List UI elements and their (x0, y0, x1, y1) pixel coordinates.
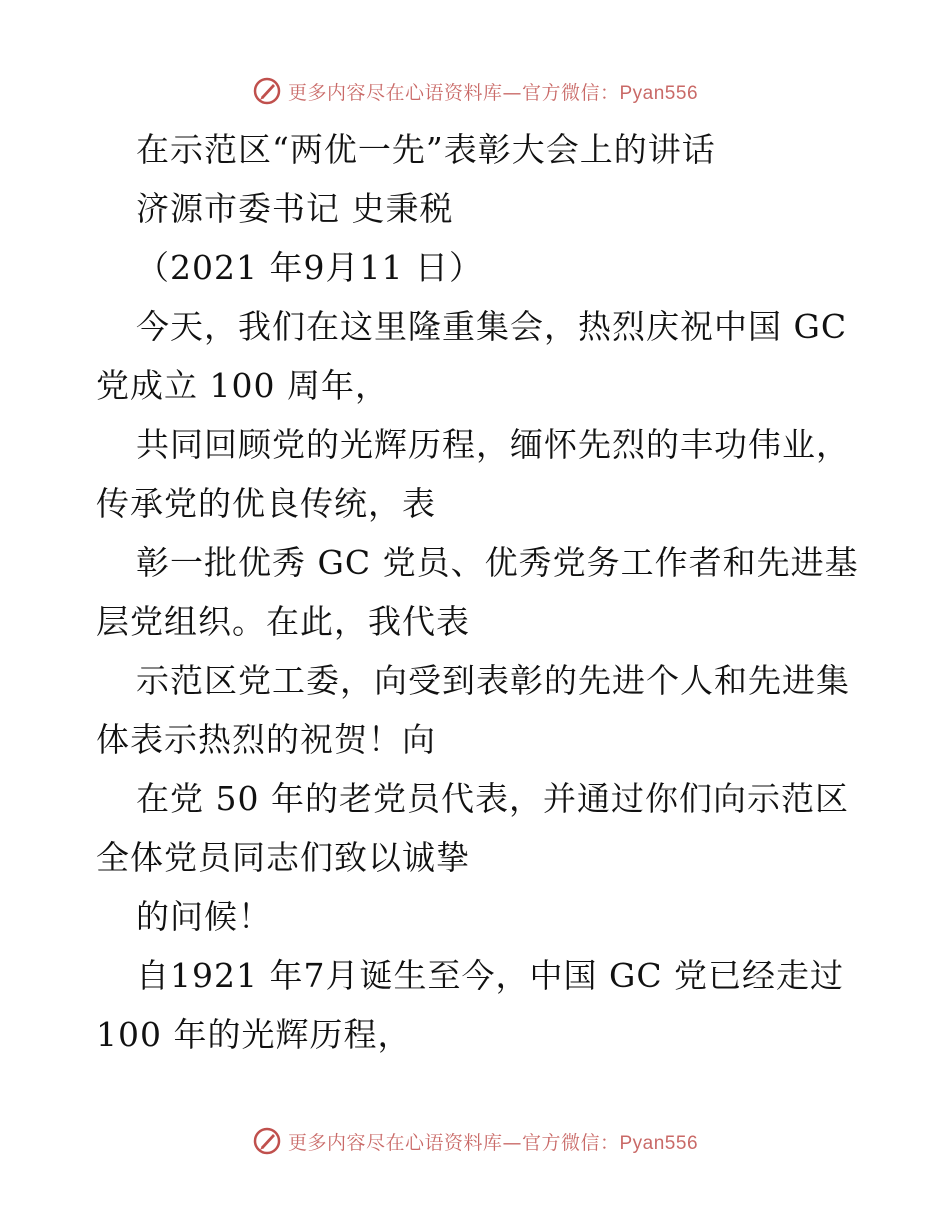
body-line: 示范区党工委，向受到表彰的先进个人和先进集 (136, 661, 850, 700)
watermark-text: 更多内容尽在心语资料库—官方微信：Pyan556 (287, 1131, 699, 1154)
watermark-text: 更多内容尽在心语资料库—官方微信：Pyan556 (287, 81, 699, 104)
body-line: 共同回顾党的光辉历程，缅怀先烈的丰功伟业， (136, 425, 850, 464)
body-line: 今天，我们在这里隆重集会，热烈庆祝中国 GC (136, 307, 848, 346)
speech-title: 在示范区“两优一先”表彰大会上的讲话 (136, 130, 716, 169)
body-line: 在党 50 年的老党员代表，并通过你们向示范区 (136, 779, 849, 818)
quill-pen-seal-icon (252, 76, 282, 106)
document-body (96, 120, 859, 1064)
date-line: （2021 年9月11 日） (136, 248, 483, 287)
body-line: 的问候！ (136, 897, 272, 936)
watermark-footer (0, 1124, 950, 1158)
body-line: 自1921 年7月诞生至今，中国 GC 党已经走过 (136, 956, 845, 995)
body-line: 体表示热烈的祝贺！向 (96, 720, 436, 759)
body-line: 全体党员同志们致以诚挚 (96, 838, 470, 877)
quill-pen-seal-icon (252, 1126, 282, 1156)
speaker-line: 济源市委书记 史秉税 (136, 189, 454, 228)
watermark-header (0, 74, 950, 108)
body-line: 党成立 100 周年， (96, 366, 389, 405)
body-line: 层党组织。在此，我代表 (96, 602, 470, 641)
body-line: 传承党的优良传统，表 (96, 484, 436, 523)
body-line: 100 年的光辉历程， (96, 1015, 412, 1054)
body-line: 彰一批优秀 GC 党员、优秀党务工作者和先进基 (136, 543, 859, 582)
